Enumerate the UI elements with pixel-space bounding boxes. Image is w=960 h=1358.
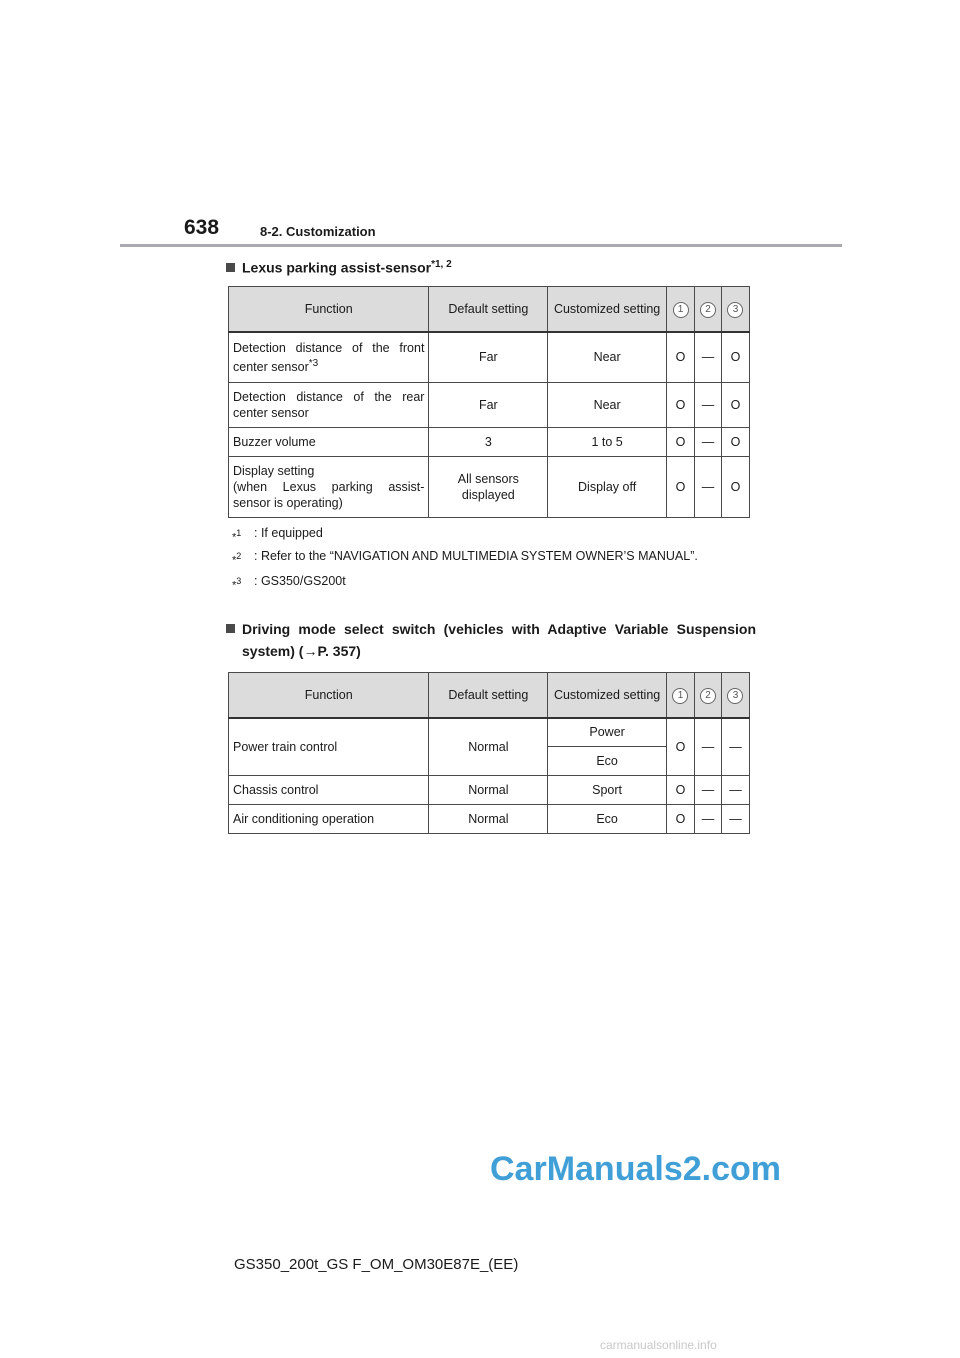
cell-default: Normal <box>429 805 548 834</box>
watermark-url: carmanualsonline.info <box>600 1338 717 1352</box>
cell-custom: Display off <box>548 457 667 518</box>
parking-assist-table <box>228 286 750 518</box>
cell-c1: O <box>667 383 695 428</box>
table-header-row <box>229 673 750 718</box>
header-customized: Customized setting <box>548 673 667 718</box>
header-col-2 <box>695 287 722 332</box>
cell-c3: O <box>721 383 749 428</box>
cell-c3: O <box>721 457 749 518</box>
cell-c2: — <box>695 332 722 383</box>
cell-c1: O <box>667 332 695 383</box>
cell-function: Air conditioning operation <box>229 805 429 834</box>
cell-custom: Eco <box>548 747 667 776</box>
circled-one-icon: 1 <box>672 688 688 704</box>
driving-mode-heading: Driving mode select switch (vehicles with Adaptive Variable Suspension system) (→P. 357) <box>226 618 756 662</box>
table-row <box>229 332 750 383</box>
table-row <box>229 383 750 428</box>
footnotes <box>232 523 752 591</box>
circled-two-icon: 2 <box>700 302 716 318</box>
header-col-2 <box>694 673 721 718</box>
circled-two-icon: 2 <box>700 688 716 704</box>
header-customized: Customized setting <box>548 287 667 332</box>
header-col-1 <box>667 673 695 718</box>
table-row <box>229 457 750 518</box>
cell-custom: Power <box>548 718 667 747</box>
cell-custom: Near <box>548 332 667 383</box>
cell-c1: O <box>667 776 695 805</box>
document-code: GS350_200t_GS F_OM_OM30E87E_(EE) <box>234 1256 519 1273</box>
circled-one-icon: 1 <box>673 302 689 318</box>
page-header <box>120 214 842 246</box>
heading-footnote-mark: *1, 2 <box>431 259 452 270</box>
cell-c3: — <box>721 718 749 776</box>
parking-assist-heading <box>226 254 452 279</box>
table-header-row <box>229 287 750 332</box>
cell-default: Far <box>429 332 548 383</box>
square-bullet-icon <box>226 624 235 633</box>
cell-c2: — <box>694 718 721 776</box>
header-function: Function <box>229 287 429 332</box>
cell-custom: Eco <box>548 805 667 834</box>
cell-c1: O <box>667 428 695 457</box>
cell-custom: Sport <box>548 776 667 805</box>
cell-c1: O <box>667 718 695 776</box>
cell-function: Detection distance of the front center sensor$^{*3}$ <box>229 332 429 383</box>
cell-function: Power train control <box>229 718 429 776</box>
page-reference: P. 357) <box>317 643 361 659</box>
table-row <box>229 718 750 747</box>
cell-default: Normal <box>429 718 548 776</box>
cell-default: Far <box>429 383 548 428</box>
footnote-3: *$^3$ : GS350/GS200t <box>232 574 346 592</box>
header-col-3 <box>721 673 749 718</box>
header-default: Default setting <box>429 673 548 718</box>
cell-c1: O <box>667 805 695 834</box>
section-title: 8-2. Customization <box>260 224 376 239</box>
header-function: Function <box>229 673 429 718</box>
page-number: 638 <box>184 216 220 239</box>
cell-function: Chassis control <box>229 776 429 805</box>
cell-c3: — <box>721 805 749 834</box>
cell-default: All sensors displayed <box>429 457 548 518</box>
header-col-3 <box>721 287 749 332</box>
cell-c1: O <box>667 457 695 518</box>
driving-mode-table <box>228 672 750 834</box>
cell-c3: O <box>721 332 749 383</box>
circled-three-icon: 3 <box>727 302 743 318</box>
arrow-right-icon: → <box>303 643 318 659</box>
footnote-1: *$^1$ : If equipped <box>232 526 323 544</box>
cell-default: 3 <box>429 428 548 457</box>
cell-custom: Near <box>548 383 667 428</box>
footnote-mark: *3 <box>308 357 319 369</box>
cell-c3: O <box>721 428 749 457</box>
square-bullet-icon <box>226 263 235 272</box>
cell-c2: — <box>695 383 722 428</box>
cell-c2: — <box>694 805 721 834</box>
circled-three-icon: 3 <box>727 688 743 704</box>
cell-default: Normal <box>429 776 548 805</box>
cell-function: Display setting (when Lexus parking assist-sensor is operating) <box>229 457 429 518</box>
watermark-logo: CarManuals2.com <box>490 1150 781 1188</box>
cell-c2: — <box>694 776 721 805</box>
table-row <box>229 805 750 834</box>
header-default: Default setting <box>429 287 548 332</box>
footnote-2: *$^2$ : Refer to the “NAVIGATION AND MULTIMEDIA SYSTEM OWNER’S MANUAL”. <box>232 549 698 567</box>
cell-function: Buzzer volume <box>229 428 429 457</box>
cell-custom: 1 to 5 <box>548 428 667 457</box>
heading-text: Lexus parking assist-sensor <box>242 259 432 276</box>
cell-c2: — <box>695 457 722 518</box>
header-rule <box>120 244 842 247</box>
cell-c3: — <box>721 776 749 805</box>
table-row <box>229 428 750 457</box>
header-col-1 <box>667 287 695 332</box>
table-row <box>229 776 750 805</box>
cell-c2: — <box>695 428 722 457</box>
cell-function: Detection distance of the rear center sensor <box>229 383 429 428</box>
